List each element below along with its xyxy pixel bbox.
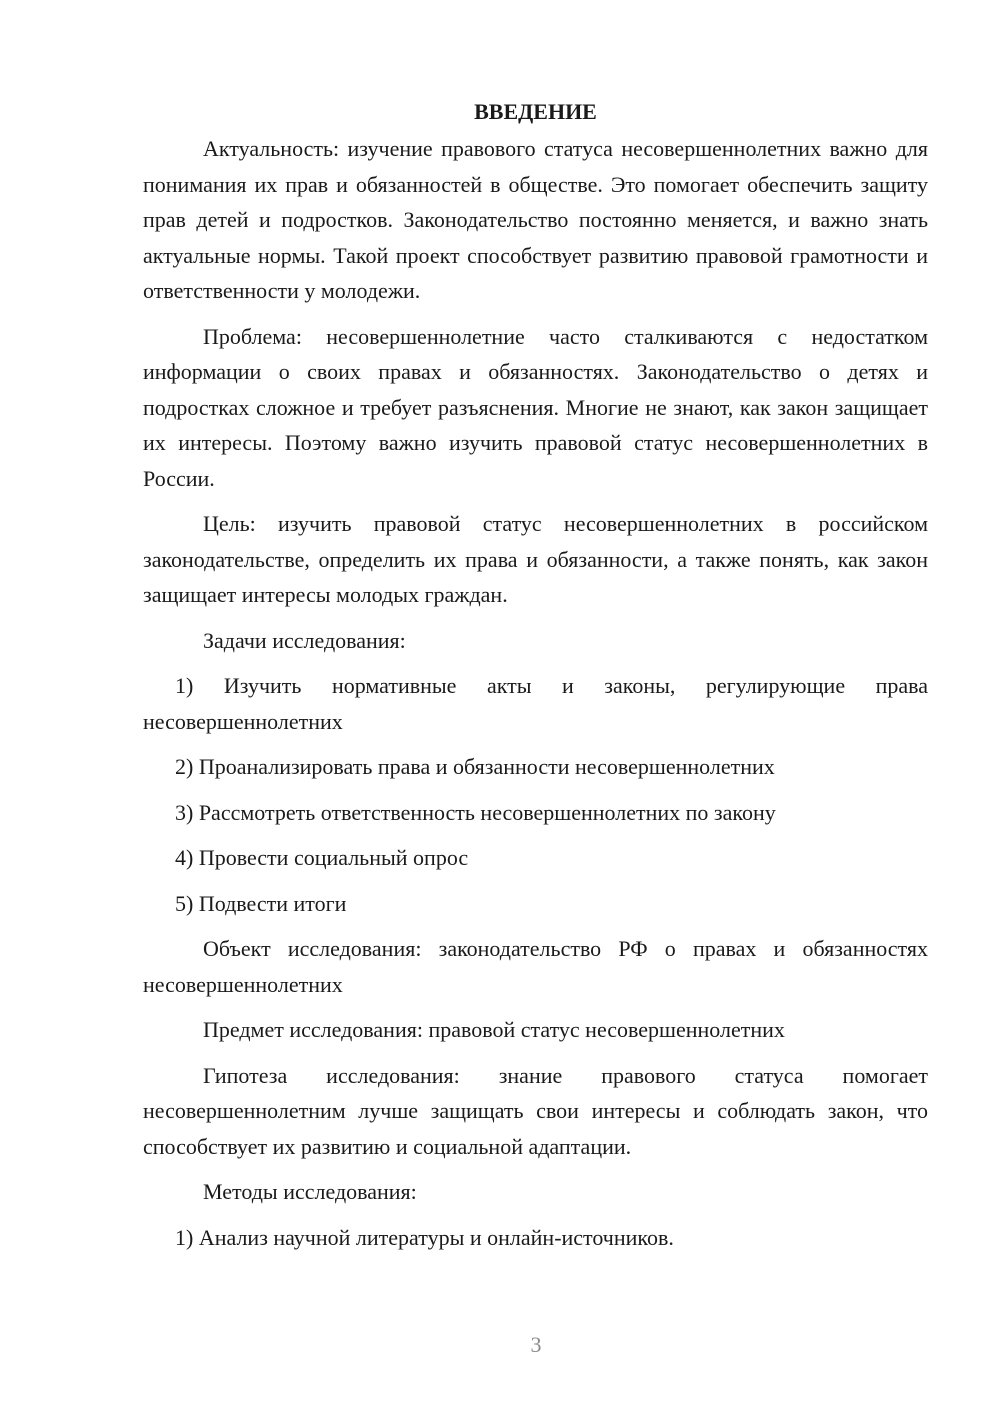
goal-paragraph: Цель: изучить правовой статус несовершеннолетних в российском законодательстве, определить их права и обязанности, а также понять, как закон защищает интересы молодых граждан. <box>143 511 928 607</box>
subject-paragraph: Предмет исследования: правовой статус несовершеннолетних <box>203 1017 785 1042</box>
task-item-3: 3) Рассмотреть ответственность несовершеннолетних по закону <box>175 799 776 825</box>
method-item-1: 1) Анализ научной литературы и онлайн-источников. <box>175 1224 674 1250</box>
task-item-2: 2) Проанализировать права и обязанности несовершеннолетних <box>175 754 775 779</box>
task-item-5: 5) Подвести итоги <box>175 890 347 916</box>
page-number: 3 <box>530 1332 542 1357</box>
methods-heading: Методы исследования: <box>203 1179 417 1204</box>
hypothesis-paragraph: Гипотеза исследования: знание правового статуса помогает несовершеннолетним лучше защищать свои интересы и соблюдать закон, что способствует их развитию и социальной адаптации. <box>143 1062 928 1159</box>
tasks-heading: Задачи исследования: <box>203 627 406 653</box>
task-item-4: 4) Провести социальный опрос <box>175 845 469 870</box>
page-content <box>143 94 928 1265</box>
section-title: ВВЕДЕНИЕ <box>474 99 597 124</box>
object-paragraph: Объект исследования: законодательство РФ о правах и обязанностях несовершеннолетних <box>143 936 928 997</box>
task-item-1: 1) Изучить нормативные акты и законы, регулирующие права несовершеннолетних <box>143 673 928 734</box>
relevance-paragraph: Актуальность: изучение правового статуса несовершеннолетних важно для понимания их прав и обязанностей в обществе. Это помогает обеспечить защиту прав детей и подростков. Законодательство постоянно меняется, и важно знать актуальные нормы. Такой проект способствует развитию правовой грамотности и ответственности у молодежи. <box>143 136 928 303</box>
problem-paragraph: Проблема: несовершеннолетние часто сталкиваются с недостатком информации о своих правах и обязанностях. Законодательство о детях и подростках сложное и требует разъяснения. Многие не знают, как закон защищает их интересы. Поэтому важно изучить правовой статус несовершеннолетних в России. <box>143 323 928 491</box>
